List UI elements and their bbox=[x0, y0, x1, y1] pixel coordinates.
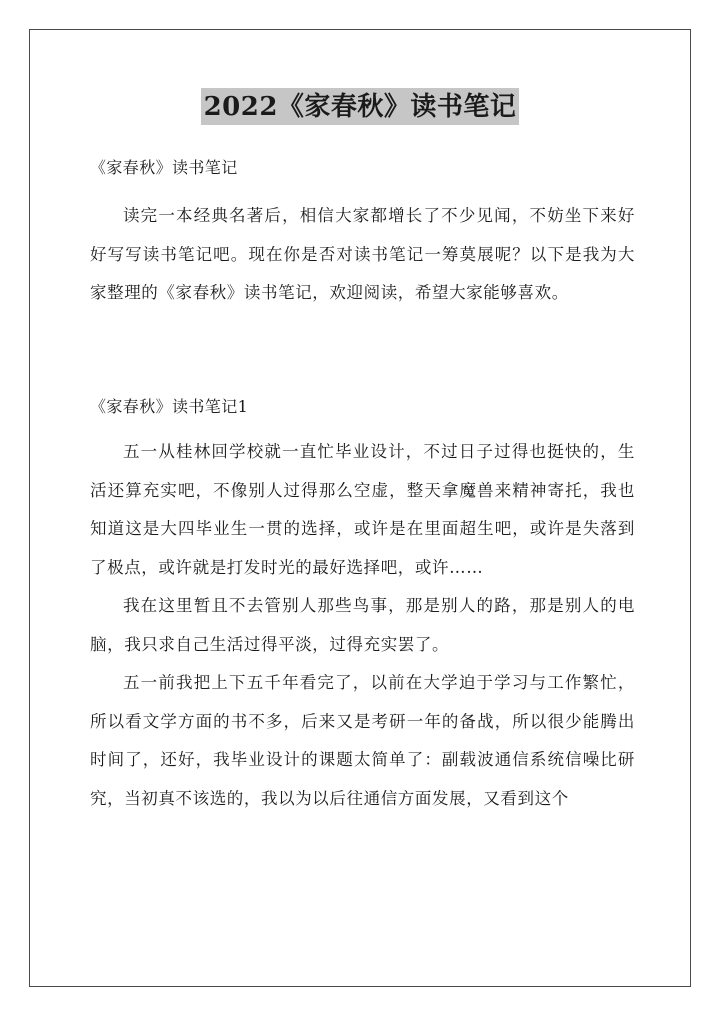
section1-body bbox=[90, 433, 635, 818]
title-container bbox=[0, 88, 720, 125]
section1-paragraph-3: 五一前我把上下五千年看完了，以前在大学迫于学习与工作繁忙，所以看文学方面的书不多，后来又是考研一年的备战，所以很少能腾出时间了，还好，我毕业设计的课题太简单了：副载波通信系统信噪比研究，当初真不该选的，我以为以后往通信方面发展，又看到这个 bbox=[90, 673, 635, 808]
document-title: 2022《家春秋》读书笔记 bbox=[201, 88, 520, 125]
section1-paragraph-2: 我在这里暂且不去管别人那些鸟事，那是别人的路，那是别人的电脑，我只求自己生活过得平淡，过得充实罢了。 bbox=[90, 596, 635, 654]
intro-heading: 《家春秋》读书笔记 bbox=[90, 158, 238, 177]
section1-paragraph-1: 五一从桂林回学校就一直忙毕业设计，不过日子过得也挺快的，生活还算充实吧，不像别人过得那么空虚，整天拿魔兽来精神寄托，我也知道这是大四毕业生一贯的选择，或许是在里面超生吧，或许是失落到了极点，或许就是打发时光的最好选择吧，或许…… bbox=[90, 442, 635, 577]
intro-section bbox=[90, 197, 635, 313]
section1-heading: 《家春秋》读书笔记1 bbox=[90, 397, 249, 416]
intro-paragraph: 读完一本经典名著后，相信大家都增长了不少见闻，不妨坐下来好好写写读书笔记吧。现在你是否对读书笔记一筹莫展呢？以下是我为大家整理的《家春秋》读书笔记，欢迎阅读，希望大家能够喜欢。 bbox=[90, 206, 635, 302]
